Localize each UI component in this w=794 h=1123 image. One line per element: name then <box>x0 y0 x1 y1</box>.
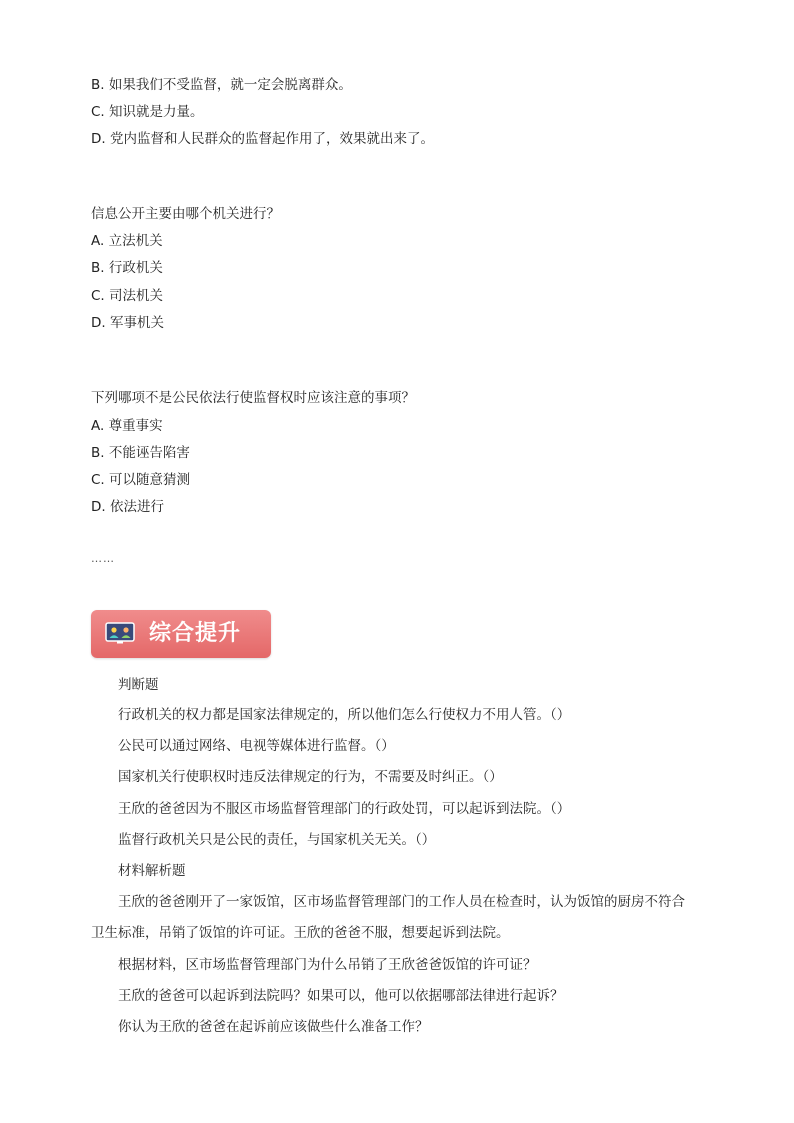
option-d: D. 依法进行 <box>91 499 164 515</box>
material-question: 你认为王欣的爸爸在起诉前应该做些什么准备工作？ <box>118 1019 429 1035</box>
judge-item: 监督行政机关只是公民的责任，与国家机关无关。（） <box>118 832 436 848</box>
material-passage-cont: 卫生标准，吊销了饭馆的许可证。王欣的爸爸不服，想要起诉到法院。 <box>91 925 510 941</box>
judge-item: 国家机关行使职权时违反法律规定的行为，不需要及时纠正。（） <box>118 769 503 785</box>
ellipsis: …… <box>91 552 115 565</box>
section-banner <box>91 610 271 658</box>
option-a: A. 尊重事实 <box>91 418 163 434</box>
option-c: C. 可以随意猜测 <box>91 472 191 488</box>
people-board-icon <box>105 622 135 644</box>
option-d: D. 军事机关 <box>91 315 164 331</box>
option-b: B. 不能诬告陷害 <box>91 445 190 461</box>
material-question: 王欣的爸爸可以起诉到法院吗？如果可以，他可以依据哪部法律进行起诉？ <box>118 988 564 1004</box>
material-question: 根据材料，区市场监督管理部门为什么吊销了王欣爸爸饭馆的许可证？ <box>118 957 537 973</box>
judge-item: 行政机关的权力都是国家法律规定的，所以他们怎么行使权力不用人管。（） <box>118 707 571 723</box>
option-b: B. 行政机关 <box>91 260 163 276</box>
section-title: 综合提升 <box>149 621 242 646</box>
material-passage: 王欣的爸爸刚开了一家饭馆，区市场监督管理部门的工作人员在检查时，认为饭馆的厨房不符合 <box>118 894 685 910</box>
option-a: A. 立法机关 <box>91 233 163 249</box>
option-c: C. 司法机关 <box>91 288 164 304</box>
option-c: C. 知识就是力量。 <box>91 104 204 120</box>
question-supervision-rights: 下列哪项不是公民依法行使监督权时应该注意的事项？ <box>91 390 415 406</box>
option-d: D. 党内监督和人民群众的监督起作用了，效果就出来了。 <box>91 131 434 147</box>
material-heading: 材料解析题 <box>118 863 186 879</box>
judge-heading: 判断题 <box>118 677 159 693</box>
option-b: B. 如果我们不受监督，就一定会脱离群众。 <box>91 77 352 93</box>
judge-item: 王欣的爸爸因为不服区市场监督管理部门的行政处罚，可以起诉到法院。（） <box>118 801 571 817</box>
judge-item: 公民可以通过网络、电视等媒体进行监督。（） <box>118 738 395 754</box>
question-info-disclosure: 信息公开主要由哪个机关进行？ <box>91 206 280 222</box>
